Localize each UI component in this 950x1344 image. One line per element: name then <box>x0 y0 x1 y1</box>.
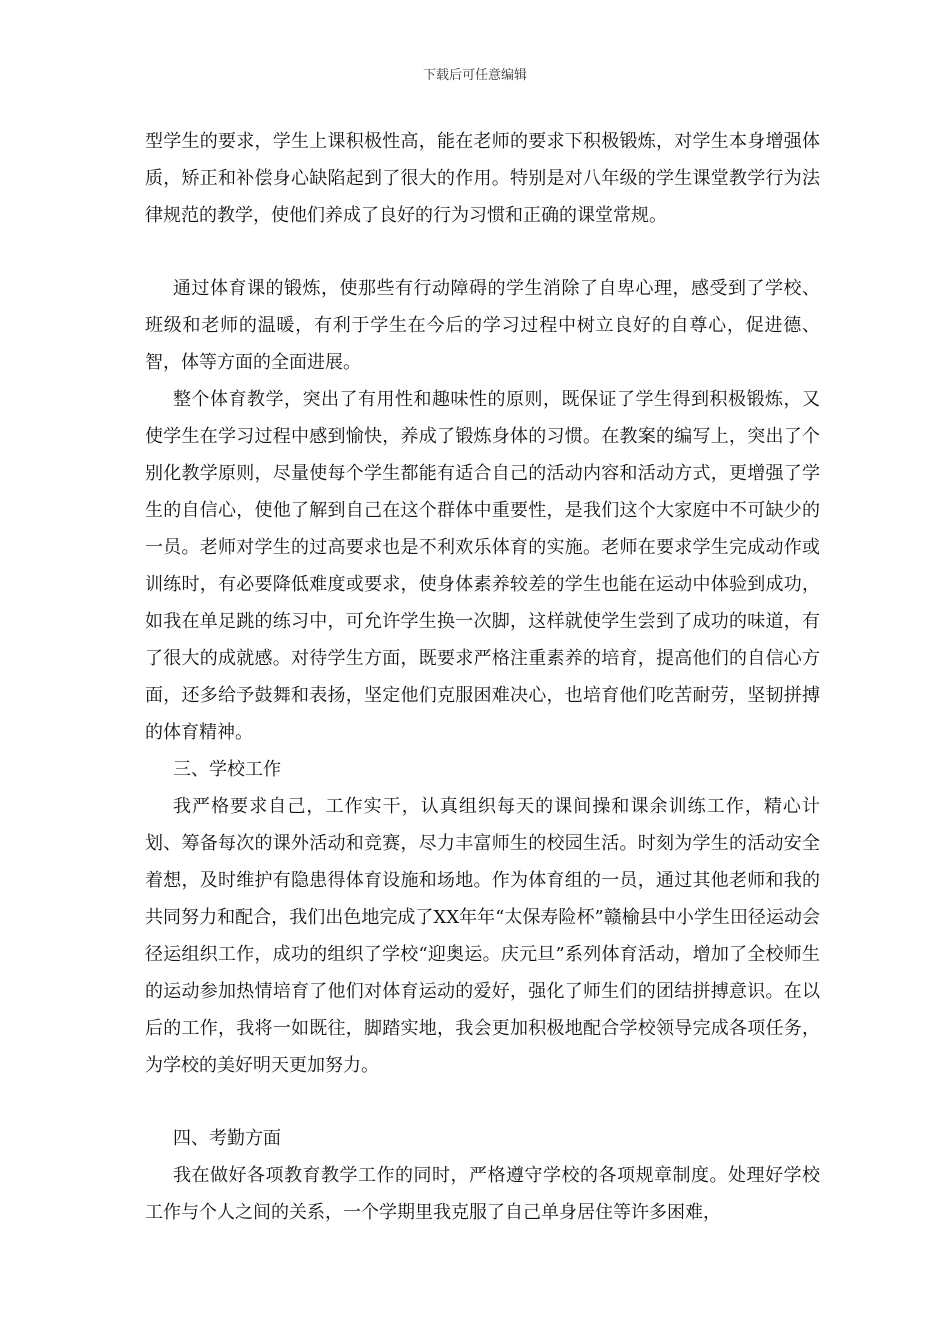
paragraph-4: 我严格要求自己，工作实干，认真组织每天的课间操和课余训练工作，精心计划、筹备每次的课外活动和竞赛，尽力丰富师生的校园生活。时刻为学生的活动安全着想，及时维护有隐患得体育设施和场地。作为体育组的一员，通过其他老师和我的共同努力和配合，我们出色地完成了XX年年“太保寿险杯”赣榆县中小学生田径运动会径运组织工作，成功的组织了学校“迎奥运。庆元旦”系列体育活动，增加了全校师生的运动参加热情培育了他们对体育运动的爱好，强化了师生们的团结拼搏意识。在以后的工作，我将一如既往，脚踏实地，我会更加积极地配合学校领导完成各项任务，为学校的美好明天更加努力。 <box>145 796 820 1076</box>
document-body <box>145 123 820 1231</box>
page-header: 下载后可任意编辑 <box>422 68 527 83</box>
section-heading-attendance: 四、考勤方面 <box>173 1128 281 1149</box>
section-heading-school-work: 三、学校工作 <box>173 759 281 780</box>
paragraph-2: 通过体育课的锻炼，使那些有行动障碍的学生消除了自卑心理，感受到了学校、班级和老师的温暖，有利于学生在今后的学习过程中树立良好的自尊心，促进德、智，体等方面的全面进展。 <box>145 278 820 373</box>
paragraph-1: 型学生的要求，学生上课积极性高，能在老师的要求下积极锻炼，对学生本身增强体质，矫正和补偿身心缺陷起到了很大的作用。特别是对八年级的学生课堂教学行为法律规范的教学，使他们养成了良好的行为习惯和正确的课堂常规。 <box>145 131 820 226</box>
paragraph-5: 我在做好各项教育教学工作的同时，严格遵守学校的各项规章制度。处理好学校工作与个人之间的关系，一个学期里我克服了自己单身居住等许多困难， <box>145 1165 820 1223</box>
paragraph-3: 整个体育教学，突出了有用性和趣味性的原则，既保证了学生得到积极锻炼，又使学生在学习过程中感到愉快，养成了锻炼身体的习惯。在教案的编写上，突出了个别化教学原则，尽量使每个学生都能有适合自己的活动内容和活动方式，更增强了学生的自信心，使他了解到自己在这个群体中重要性，是我们这个大家庭中不可缺少的一员。老师对学生的过高要求也是不利欢乐体育的实施。老师在要求学生完成动作或训练时，有必要降低难度或要求，使身体素养较差的学生也能在运动中体验到成功，如我在单足跳的练习中，可允许学生换一次脚，这样就使学生尝到了成功的味道，有了很大的成就感。对待学生方面，既要求严格注重素养的培育，提高他们的自信心方面，还多给予鼓舞和表扬，坚定他们克服困难决心，也培育他们吃苦耐劳，坚韧拼搏的体育精神。 <box>145 389 820 743</box>
